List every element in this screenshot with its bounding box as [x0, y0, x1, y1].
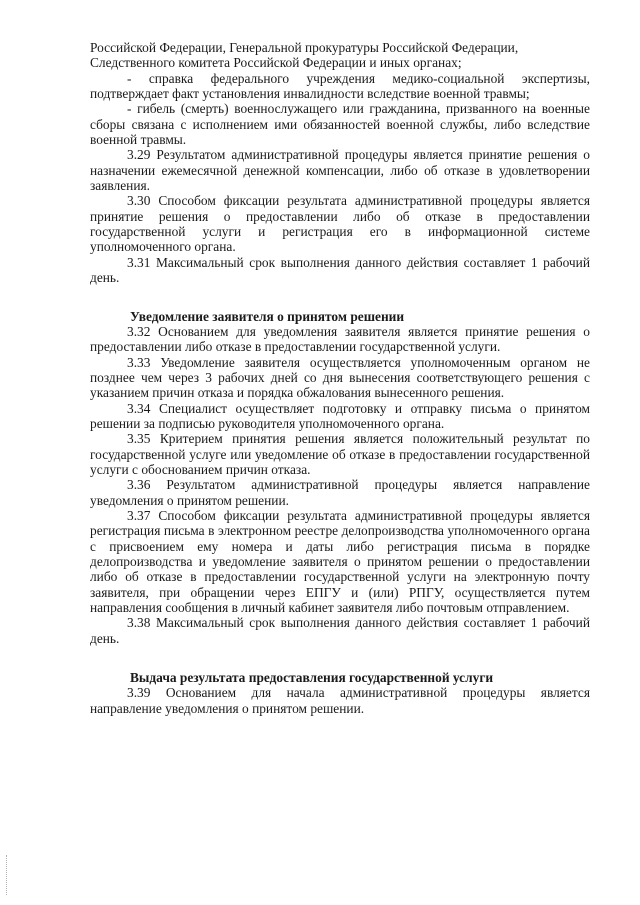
- paragraph-3-34: 3.34 Специалист осуществляет подготовку и отправку письма о принятом решении за подписью руководителя уполномоченного органа.: [90, 400, 590, 431]
- paragraph-3-37: 3.37 Способом фиксации результата административной процедуры является регистрация письма в электронном реестре делопроизводства уполномоченного органа с присвоением ему номера и даты либо регистрация письма в порядке делопроизводства и уведомление заявителя о принятом решении о предоставлении либо об отказе в предоставлении государственной услуги на электронную почту заявителя, при обращении через ЕПГУ и (или) РПГУ, осуществляется путем направления сообщения в личный кабинет заявителя либо почтовым отправлением.: [90, 507, 590, 616]
- bullet-medical-certificate: - справка федерального учреждения медико-социальной экспертизы, подтверждает факт установления инвалидности вследствие военной травмы;: [90, 70, 590, 102]
- continuation-line-2: Следственного комитета Российской Федерации и иных органах;: [90, 55, 462, 71]
- paragraph-3-36: 3.36 Результатом административной процедуры является направление уведомления о принятом решении.: [90, 477, 590, 508]
- paragraph-3-30: 3.30 Способом фиксации результата административной процедуры является принятие решения о предоставлении либо об отказе в предоставлении государственной услуги и регистрация его в информационной системе уполномоченного органа.: [90, 193, 590, 255]
- document-page: [90, 40, 590, 716]
- paragraph-3-38: 3.38 Максимальный срок выполнения данного действия составляет 1 рабочий день.: [90, 615, 590, 646]
- paragraph-3-32: 3.32 Основанием для уведомления заявителя является принятие решения о предоставлении либо отказе в предоставлении государственной услуги.: [90, 323, 590, 355]
- section-heading-result: Выдача результата предоставления государственной услуги: [130, 670, 494, 686]
- paragraph-3-35: 3.35 Критерием принятия решения является положительный результат по государственной услуге или уведомление об отказе в предоставлении государственной услуги с обоснованием причин отказа.: [90, 431, 590, 477]
- section-heading-notification: Уведомление заявителя о принятом решении: [130, 308, 405, 324]
- continuation-line-1: Российской Федерации, Генеральной прокуратуры Российской Федерации,: [90, 40, 519, 55]
- paragraph-3-39: 3.39 Основанием для начала административной процедуры является направление уведомления о принятом решении.: [90, 685, 590, 716]
- scan-margin-mark: [6, 855, 8, 895]
- paragraph-3-31: 3.31 Максимальный срок выполнения данного действия составляет 1 рабочий день.: [90, 254, 590, 286]
- bullet-death-of-serviceman: - гибель (смерть) военнослужащего или гражданина, призванного на военные сборы связана с исполнением ими обязанностей военной службы, либо вследствие военной травмы.: [90, 101, 590, 148]
- paragraph-3-33: 3.33 Уведомление заявителя осуществляется уполномоченным органом не позднее чем через 3 рабочих дней со дня вынесения соответствующего решения с указанием причин отказа и порядка обжалования вынесенного решения.: [90, 354, 590, 401]
- paragraph-3-29: 3.29 Результатом административной процедуры является принятие решения о назначении ежемесячной денежной компенсации, либо об отказе в удовлетворении заявления.: [90, 147, 590, 194]
